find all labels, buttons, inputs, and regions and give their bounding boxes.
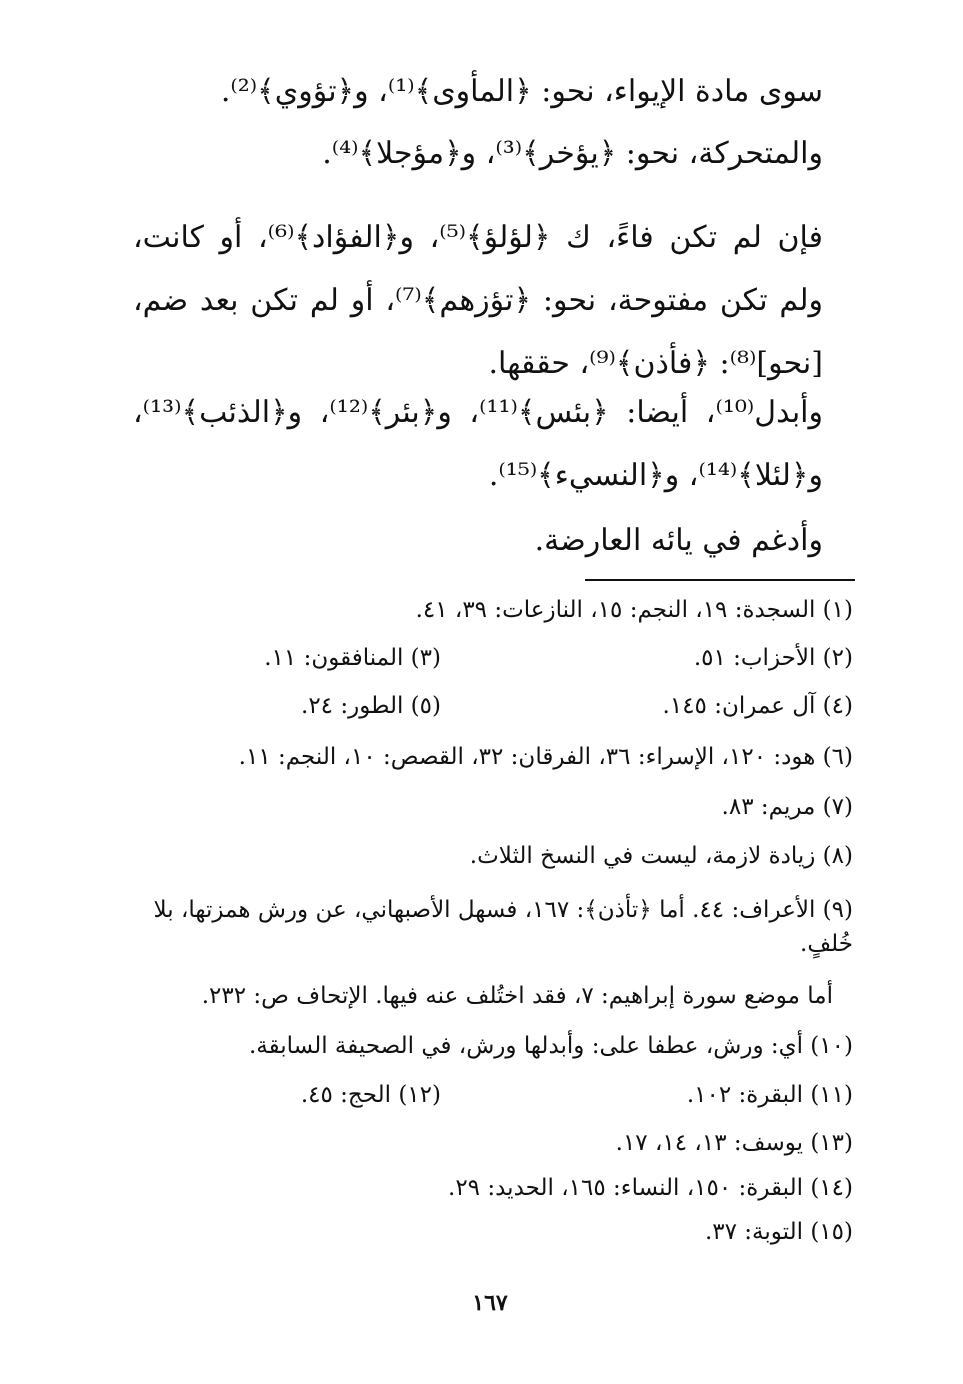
footnote-2: (٢) الأحزاب: ٥١. xyxy=(693,645,853,671)
page-number: ١٦٧ xyxy=(472,1290,508,1316)
main-line-1: سوى مادة الإيواء، نحو: ﴿المأوى﴾⁽¹⁾، و﴿تؤوي﴾⁽²⁾. xyxy=(220,74,823,109)
footnote-11: (١١) البقرة: ١٠٢. xyxy=(686,1082,853,1108)
main-paragraph-4: وأبدل⁽¹⁰⁾، أيضا: ﴿بئس﴾⁽¹¹⁾، و﴿بئر﴾⁽¹²⁾، و﴿الذئب﴾⁽¹³⁾، و﴿لئلا﴾⁽¹⁴⁾، و﴿النسيء﴾⁽¹⁵⁾. xyxy=(133,395,823,493)
footnote-separator xyxy=(585,579,855,581)
footnote-6: (٦) هود: ١٢٠، الإسراء: ٣٦، الفرقان: ٣٢، القصص: ١٠، النجم: ١١. xyxy=(238,744,853,770)
footnote-1: (١) السجدة: ١٩، النجم: ١٥، النازعات: ٣٩، ٤١. xyxy=(415,597,853,623)
footnote-13: (١٣) يوسف: ١٣، ١٤، ١٧. xyxy=(615,1130,853,1156)
footnote-12: (١٢) الحج: ٤٥. xyxy=(300,1082,441,1108)
footnote-8: (٨) زيادة لازمة، ليست في النسخ الثلاث. xyxy=(469,843,853,869)
footnote-14: (١٤) البقرة: ١٥٠، النساء: ١٦٥، الحديد: ٢٩. xyxy=(448,1175,853,1201)
main-paragraph-5: وأدغم في يائه العارضة. xyxy=(534,523,823,558)
footnote-5: (٥) الطور: ٢٤. xyxy=(301,693,441,719)
footnote-4: (٤) آل عمران: ١٤٥. xyxy=(662,693,853,719)
footnote-15: (١٥) التوبة: ٣٧. xyxy=(704,1219,853,1245)
footnote-7: (٧) مريم: ٨٣. xyxy=(721,794,853,820)
footnote-3: (٣) المنافقون: ١١. xyxy=(264,645,441,671)
footnote-9: (٩) الأعراف: ٤٤. أما ﴿تأذن﴾: ١٦٧، فسهل الأصبهاني، عن ورش همزتها، بلا خُلفٍ. xyxy=(153,897,853,957)
main-line-2: والمتحركة، نحو: ﴿يؤخر﴾⁽³⁾، و﴿مؤجلا﴾⁽⁴⁾. xyxy=(322,136,823,171)
footnote-10: (١٠) أي: ورش، عطفا على: وأبدلها ورش، في الصحيفة السابقة. xyxy=(249,1033,853,1059)
footnote-9-continuation: أما موضع سورة إبراهيم: ٧، فقد اختُلف عنه فيها. الإتحاف ص: ٢٣٢. xyxy=(201,983,833,1009)
main-paragraph-3: فإن لم تكن فاءً، ك ﴿لؤلؤ﴾⁽⁵⁾، و﴿الفؤاد﴾⁽⁶⁾، أو كانت، ولم تكن مفتوحة، نحو: ﴿تؤزهم﴾⁽⁷⁾، أو لم تكن بعد ضم، [نحو]⁽⁸⁾: ﴿فأذن﴾⁽⁹⁾، حققها. xyxy=(133,220,824,381)
